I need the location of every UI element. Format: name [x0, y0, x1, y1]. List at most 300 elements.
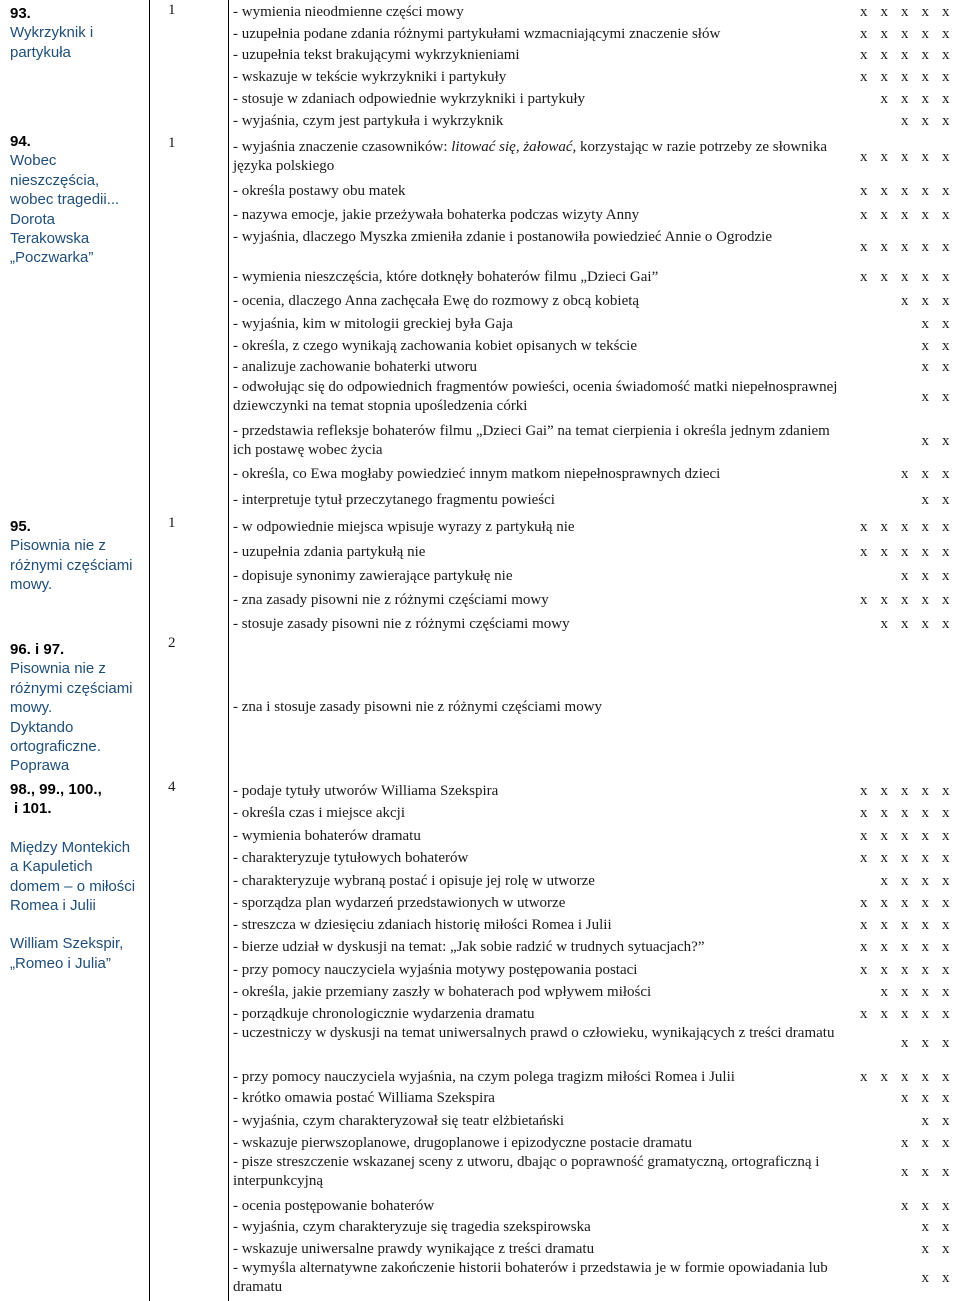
requirement-text: - określa, jakie przemiany zaszły w bohaterach pod wpływem miłości: [233, 984, 652, 1000]
grade-mark: x: [901, 183, 909, 199]
grade-mark: x: [921, 359, 929, 375]
requirement-text: - uczestniczy w dyskusji na temat uniwersalnych prawd o człowieku, wynikających z treści dramatu: [233, 1025, 835, 1041]
requirement-row: [233, 336, 960, 356]
grade-mark: x: [860, 783, 868, 799]
grade-marks: [854, 2, 957, 22]
grade-mark: x: [942, 1241, 950, 1257]
requirement-text: - streszcza w dziesięciu zdaniach historię miłości Romea i Julii: [233, 917, 612, 933]
grade-mark: x: [942, 69, 950, 85]
requirement-row: [233, 45, 960, 65]
requirement-text: - charakteryzuje tytułowych bohaterów: [233, 850, 469, 866]
grade-marks: [854, 893, 957, 913]
grade-mark: x: [921, 1035, 929, 1051]
grade-marks: [915, 432, 956, 451]
topic-line: Pisownia nie z: [10, 537, 106, 555]
grade-mark: x: [921, 917, 929, 933]
topic-number: 94.: [10, 133, 31, 150]
grade-mark: x: [880, 183, 888, 199]
requirement-row: [233, 464, 960, 484]
grade-mark: x: [942, 492, 950, 508]
grade-marks: [895, 566, 957, 586]
grade-mark: x: [901, 519, 909, 535]
grade-marks: [915, 490, 956, 510]
requirement-row: [233, 697, 960, 717]
requirement-row: [233, 566, 960, 586]
requirement-row: [233, 1196, 960, 1216]
grade-mark: x: [880, 895, 888, 911]
grade-marks: [915, 388, 956, 407]
topic-95: [10, 517, 150, 595]
grade-mark: x: [942, 1135, 950, 1151]
requirement-text: - zna zasady pisowni nie z różnymi częściami mowy: [233, 592, 549, 608]
grade-marks: [854, 1004, 957, 1024]
grade-mark: x: [942, 1069, 950, 1085]
grade-mark: x: [921, 113, 929, 129]
requirement-row: [233, 803, 960, 823]
grade-mark: x: [942, 519, 950, 535]
grade-mark: x: [921, 1090, 929, 1106]
grade-mark: x: [860, 917, 868, 933]
grade-marks: [895, 1088, 957, 1108]
requirement-row: [233, 205, 960, 225]
grade-marks: [854, 148, 957, 167]
grade-mark: x: [901, 1090, 909, 1106]
requirement-text: - krótko omawia postać Williama Szekspira: [233, 1090, 495, 1106]
grade-marks: [895, 1196, 957, 1216]
grade-marks: [915, 1239, 956, 1259]
topic-line: ortograficzne.: [10, 738, 101, 756]
requirement-text: - określa czas i miejsce akcji: [233, 805, 406, 821]
grade-mark: x: [880, 616, 888, 632]
requirement-text: - wymienia nieodmienne części mowy: [233, 4, 464, 20]
grade-mark: x: [880, 592, 888, 608]
grade-mark: x: [901, 149, 909, 165]
requirement-text: [233, 138, 843, 176]
grade-mark: x: [860, 4, 868, 20]
requirement-text: - wskazuje w tekście wykrzykniki i partykuły: [233, 69, 507, 85]
topic-line: nieszczęścia,: [10, 171, 100, 189]
hours-count: 2: [168, 635, 176, 651]
grade-mark: x: [942, 338, 950, 354]
requirement-row: [233, 1239, 960, 1259]
grade-mark: x: [921, 939, 929, 955]
requirement-row: [233, 291, 960, 311]
grade-mark: x: [901, 544, 909, 560]
grade-mark: x: [942, 592, 950, 608]
grade-mark: x: [901, 91, 909, 107]
hours-count: 1: [168, 135, 176, 151]
grade-marks: [915, 1269, 956, 1288]
grade-marks: [854, 45, 957, 65]
topic-line: Dorota: [10, 210, 56, 228]
requirement-row: [233, 614, 960, 634]
grade-marks: [854, 915, 957, 935]
grade-marks: [915, 314, 956, 334]
topic-93: [10, 4, 150, 62]
grade-marks: [854, 960, 957, 980]
requirement-row: [233, 1067, 960, 1087]
grade-mark: x: [942, 828, 950, 844]
grade-mark: x: [921, 433, 929, 449]
requirement-row: [233, 422, 960, 462]
grade-marks: [854, 826, 957, 846]
grade-mark: x: [860, 962, 868, 978]
grade-mark: x: [901, 26, 909, 42]
requirement-text: - nazywa emocje, jakie przeżywała bohaterka podczas wizyty Anny: [233, 207, 640, 223]
grade-mark: x: [921, 984, 929, 1000]
requirement-row: [233, 2, 960, 22]
requirement-text-part: - wyjaśnia znaczenie czasowników:: [233, 139, 452, 155]
topic-number: i 101.: [14, 800, 52, 818]
requirement-text: - porządkuje chronologicznie wydarzenia dramatu: [233, 1006, 535, 1022]
grade-mark: x: [880, 984, 888, 1000]
requirement-row: [233, 517, 960, 537]
grade-mark: x: [901, 962, 909, 978]
grade-mark: x: [942, 359, 950, 375]
grade-marks: [854, 803, 957, 823]
grade-mark: x: [921, 873, 929, 889]
requirement-text: - interpretuje tytuł przeczytanego fragmentu powieści: [233, 492, 555, 508]
grade-mark: x: [860, 207, 868, 223]
grade-mark: x: [860, 1069, 868, 1085]
grade-mark: x: [921, 1270, 929, 1286]
requirement-text: - wyjaśnia, dlaczego Myszka zmieniła zdanie i postanowiła powiedzieć Annie o Ogrodzie: [233, 229, 772, 245]
grade-mark: x: [921, 568, 929, 584]
requirement-row: [233, 181, 960, 201]
grade-mark: x: [921, 91, 929, 107]
requirement-text: - wyjaśnia, kim w mitologii greckiej była Gaja: [233, 316, 513, 332]
grade-mark: x: [880, 917, 888, 933]
requirement-row: [233, 826, 960, 846]
requirement-row: [233, 590, 960, 610]
requirement-row: [233, 915, 960, 935]
grade-mark: x: [880, 47, 888, 63]
requirement-row: [233, 542, 960, 562]
grade-mark: x: [901, 783, 909, 799]
grade-mark: x: [942, 239, 950, 255]
grade-mark: x: [901, 1198, 909, 1214]
grade-marks: [854, 238, 957, 257]
grade-mark: x: [942, 783, 950, 799]
grade-marks: [895, 464, 957, 484]
grade-mark: x: [942, 207, 950, 223]
topic-line: Romea i Julii: [10, 897, 96, 915]
topic-line: „Poczwarka”: [10, 249, 94, 267]
grade-mark: x: [901, 1069, 909, 1085]
grade-mark: x: [942, 269, 950, 285]
requirement-row: [233, 781, 960, 801]
grade-mark: x: [860, 1006, 868, 1022]
topic-line: Poprawa: [10, 757, 70, 775]
grade-mark: x: [860, 592, 868, 608]
grade-mark: x: [901, 69, 909, 85]
grade-mark: x: [921, 1241, 929, 1257]
grade-mark: x: [921, 1219, 929, 1235]
grade-mark: x: [901, 984, 909, 1000]
requirement-text: - stosuje w zdaniach odpowiednie wykrzykniki i partykuły: [233, 91, 586, 107]
grade-mark: x: [860, 26, 868, 42]
requirement-text: - pisze streszczenie wskazanej sceny z utworu, dbając o poprawność gramatyczną, ortograficzną i interpunkcyjną: [233, 1154, 820, 1189]
grade-marks: [854, 848, 957, 868]
grade-mark: x: [921, 1135, 929, 1151]
requirement-row: [233, 1133, 960, 1153]
topic-line: Wobec: [10, 152, 57, 170]
grade-mark: x: [901, 568, 909, 584]
requirement-text: - zna i stosuje zasady pisowni nie z różnymi częściami mowy: [233, 699, 603, 715]
grade-mark: x: [880, 805, 888, 821]
topic-number: 98., 99., 100.,: [10, 781, 102, 798]
grade-mark: x: [880, 519, 888, 535]
requirement-text: - wyjaśnia, czym charakteryzuje się tragedia szekspirowska: [233, 1219, 591, 1235]
grade-mark: x: [942, 544, 950, 560]
grade-marks: [895, 1163, 957, 1182]
requirement-text: - określa, co Ewa mogłaby powiedzieć innym matkom niepełnosprawnych dzieci: [233, 466, 721, 482]
grade-mark: x: [921, 895, 929, 911]
requirement-row: [233, 960, 960, 980]
grade-mark: x: [880, 26, 888, 42]
requirement-row: [233, 937, 960, 957]
grade-mark: x: [880, 873, 888, 889]
requirement-text-part: korzystając w razie potrzeby ze słownika języka polskiego: [233, 139, 827, 174]
requirement-text: - stosuje zasady pisowni nie z różnymi częściami mowy: [233, 616, 570, 632]
grade-mark: x: [921, 466, 929, 482]
requirement-row: [233, 378, 960, 418]
grade-mark: x: [921, 592, 929, 608]
grade-mark: x: [880, 269, 888, 285]
grade-mark: x: [942, 568, 950, 584]
requirement-text: - wymienia bohaterów dramatu: [233, 828, 421, 844]
grade-marks: [854, 205, 957, 225]
grade-mark: x: [880, 149, 888, 165]
grade-mark: x: [880, 939, 888, 955]
grade-mark: x: [880, 962, 888, 978]
topic-line: „Romeo i Julia”: [10, 954, 111, 972]
topic-line: Dyktando: [10, 718, 74, 736]
grade-marks: [854, 1067, 957, 1087]
grade-mark: x: [880, 783, 888, 799]
grade-mark: x: [901, 4, 909, 20]
grade-mark: x: [942, 850, 950, 866]
grade-mark: x: [942, 91, 950, 107]
hours-count: 4: [168, 779, 176, 795]
grade-marks: [895, 291, 957, 311]
grade-mark: x: [921, 805, 929, 821]
grade-marks: [874, 89, 956, 109]
grade-mark: x: [880, 69, 888, 85]
grade-mark: x: [921, 207, 929, 223]
requirement-text: - wskazuje pierwszoplanowe, drugoplanowe i epizodyczne postacie dramatu: [233, 1135, 692, 1151]
grade-mark: x: [860, 183, 868, 199]
requirement-text: - uzupełnia podane zdania różnymi partykułami wzmacniającymi znaczenie słów: [233, 26, 721, 42]
requirement-row: [233, 1088, 960, 1108]
requirement-row: [233, 24, 960, 44]
grade-mark: x: [880, 207, 888, 223]
grade-mark: x: [942, 1113, 950, 1129]
grade-marks: [915, 357, 956, 377]
requirement-text-italic: litować się, żałować,: [451, 139, 577, 155]
grade-mark: x: [880, 91, 888, 107]
requirement-text: - uzupełnia zdania partykułą nie: [233, 544, 426, 560]
requirement-text: - podaje tytuły utworów Williama Szekspira: [233, 783, 499, 799]
grade-mark: x: [921, 1006, 929, 1022]
grade-mark: x: [901, 1035, 909, 1051]
grade-mark: x: [942, 873, 950, 889]
grade-mark: x: [942, 183, 950, 199]
grade-mark: x: [901, 828, 909, 844]
requirement-text: - wyjaśnia, czym jest partykuła i wykrzyknik: [233, 113, 504, 129]
grade-mark: x: [942, 1035, 950, 1051]
grade-mark: x: [880, 828, 888, 844]
grade-mark: x: [942, 984, 950, 1000]
grade-marks: [874, 614, 956, 634]
grade-mark: x: [942, 917, 950, 933]
requirement-row: [233, 1217, 960, 1237]
topic-number: 96. i 97.: [10, 641, 65, 658]
grade-mark: x: [942, 616, 950, 632]
grade-mark: x: [921, 1113, 929, 1129]
requirement-text: - dopisuje synonimy zawierające partykułę nie: [233, 568, 513, 584]
grade-marks: [854, 542, 957, 562]
requirement-row: [233, 893, 960, 913]
grade-mark: x: [860, 47, 868, 63]
grade-mark: x: [901, 47, 909, 63]
grade-mark: x: [860, 69, 868, 85]
grade-mark: x: [921, 519, 929, 535]
grade-mark: x: [901, 466, 909, 482]
grade-mark: x: [942, 1090, 950, 1106]
grade-mark: x: [901, 1164, 909, 1180]
grade-mark: x: [921, 4, 929, 20]
grade-mark: x: [901, 293, 909, 309]
grade-mark: x: [901, 1135, 909, 1151]
grade-mark: x: [921, 293, 929, 309]
grade-mark: x: [921, 239, 929, 255]
requirement-row: [233, 111, 960, 131]
topic-94: [10, 132, 150, 268]
grade-mark: x: [942, 805, 950, 821]
requirement-row: [233, 1111, 960, 1131]
requirement-text: - wymyśla alternatywne zakończenie historii bohaterów i przedstawia je w formie opowiadania lub dramatu: [233, 1260, 828, 1295]
grade-marks: [915, 1111, 956, 1131]
grade-mark: x: [901, 939, 909, 955]
grade-mark: x: [921, 850, 929, 866]
grade-mark: x: [860, 544, 868, 560]
requirement-row: [233, 490, 960, 510]
grade-mark: x: [901, 850, 909, 866]
grade-mark: x: [901, 1006, 909, 1022]
grade-mark: x: [880, 4, 888, 20]
grade-mark: x: [921, 1069, 929, 1085]
requirement-text: - przy pomocy nauczyciela wyjaśnia, na czym polega tragizm miłości Romea i Julii: [233, 1069, 735, 1085]
requirement-text: - charakteryzuje wybraną postać i opisuje jej rolę w utworze: [233, 873, 595, 889]
grade-mark: x: [880, 850, 888, 866]
grade-marks: [854, 67, 957, 87]
topic-line: mowy.: [10, 699, 53, 717]
requirement-text: - w odpowiednie miejsca wpisuje wyrazy z partykułą nie: [233, 519, 575, 535]
grade-mark: x: [921, 1164, 929, 1180]
grade-mark: x: [942, 47, 950, 63]
grade-mark: x: [901, 207, 909, 223]
grade-mark: x: [921, 616, 929, 632]
grade-mark: x: [921, 962, 929, 978]
requirement-row: [233, 228, 960, 268]
grade-mark: x: [901, 917, 909, 933]
grade-mark: x: [921, 338, 929, 354]
grade-mark: x: [921, 269, 929, 285]
requirement-row: [233, 871, 960, 891]
requirement-row: [233, 1259, 960, 1299]
topic-number: 93.: [10, 5, 31, 22]
topic-line: różnymi częściami: [10, 556, 133, 574]
topic-96-97: [10, 640, 150, 776]
grade-mark: x: [901, 269, 909, 285]
grade-mark: x: [942, 895, 950, 911]
grade-mark: x: [901, 113, 909, 129]
requirement-row: [233, 1153, 960, 1193]
requirement-row: [233, 267, 960, 287]
requirement-row: [233, 357, 960, 377]
grade-mark: x: [942, 433, 950, 449]
requirement-row: [233, 982, 960, 1002]
grade-mark: x: [901, 239, 909, 255]
requirement-row: [233, 1004, 960, 1024]
requirement-text: - ocenia, dlaczego Anna zachęcała Ewę do rozmowy z obcą kobietą: [233, 293, 640, 309]
grade-mark: x: [921, 149, 929, 165]
grade-marks: [854, 590, 957, 610]
topic-98-101: [10, 780, 150, 973]
grade-marks: [854, 267, 957, 287]
requirement-text: - określa postawy obu matek: [233, 183, 406, 199]
grade-mark: x: [921, 828, 929, 844]
requirement-text: - uzupełnia tekst brakującymi wykrzyknieniami: [233, 47, 520, 63]
grade-mark: x: [942, 4, 950, 20]
requirement-row: [233, 138, 960, 178]
grade-marks: [854, 181, 957, 201]
grade-mark: x: [860, 939, 868, 955]
topic-line: Pisownia nie z: [10, 660, 106, 678]
grade-mark: x: [880, 1069, 888, 1085]
grade-mark: x: [860, 805, 868, 821]
grade-mark: x: [921, 783, 929, 799]
grade-mark: x: [921, 492, 929, 508]
grade-marks: [895, 111, 957, 131]
grade-mark: x: [942, 293, 950, 309]
grade-mark: x: [942, 1198, 950, 1214]
column-divider: [228, 0, 229, 1301]
requirement-row: [233, 67, 960, 87]
requirement-text: - bierze udział w dyskusji na temat: „Jak sobie radzić w trudnych sytuacjach?”: [233, 939, 705, 955]
requirement-text: - wskazuje uniwersalne prawdy wynikające z treści dramatu: [233, 1241, 595, 1257]
requirement-text: - określa, z czego wynikają zachowania kobiet opisanych w tekście: [233, 338, 638, 354]
topic-number: 95.: [10, 518, 31, 535]
grade-mark: x: [921, 183, 929, 199]
grade-mark: x: [942, 316, 950, 332]
grade-mark: x: [901, 873, 909, 889]
grade-mark: x: [880, 544, 888, 560]
grade-marks: [895, 1133, 957, 1153]
grade-mark: x: [942, 1164, 950, 1180]
grade-mark: x: [921, 1198, 929, 1214]
grade-mark: x: [901, 895, 909, 911]
hours-count: 1: [168, 515, 176, 531]
grade-mark: x: [860, 239, 868, 255]
topic-line: Wykrzyknik i: [10, 24, 94, 42]
grade-mark: x: [860, 850, 868, 866]
grade-mark: x: [942, 26, 950, 42]
grade-mark: x: [921, 26, 929, 42]
requirement-text: - wymienia nieszczęścia, które dotknęły bohaterów filmu „Dzieci Gai”: [233, 269, 659, 285]
grade-marks: [874, 871, 956, 891]
